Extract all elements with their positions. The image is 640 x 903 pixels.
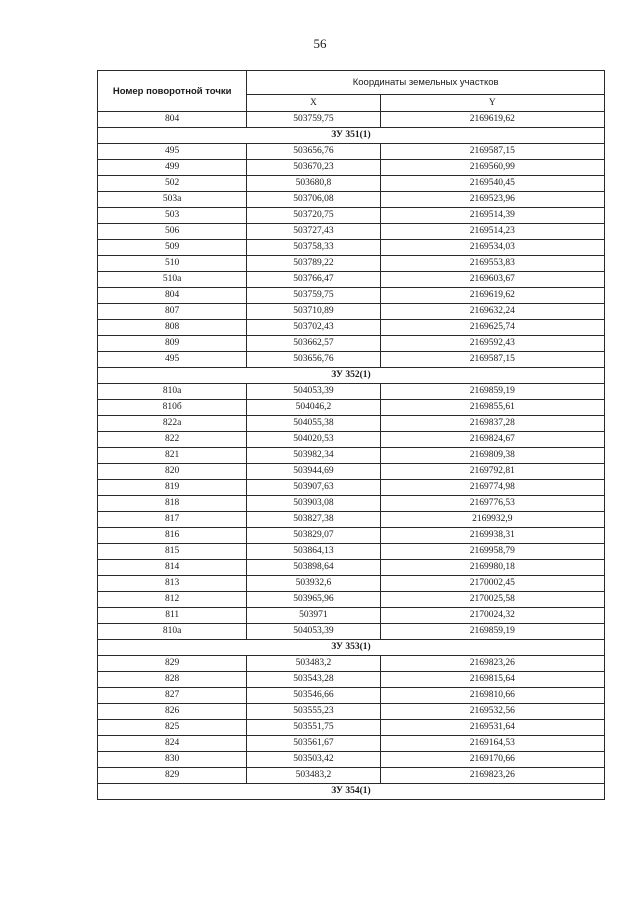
point-number-cell: 495 (98, 352, 247, 368)
x-coordinate-cell: 503827,38 (247, 512, 380, 528)
y-coordinate-cell: 2169774,98 (380, 480, 604, 496)
x-coordinate-cell: 503903,08 (247, 496, 380, 512)
x-coordinate-cell: 503483,2 (247, 768, 380, 784)
x-coordinate-cell: 504053,39 (247, 624, 380, 640)
section-label: ЗУ 354(1) (98, 784, 605, 800)
point-number-cell: 804 (98, 112, 247, 128)
table-row (98, 496, 605, 512)
x-coordinate-cell: 503766,47 (247, 272, 380, 288)
x-coordinate-cell: 503662,57 (247, 336, 380, 352)
x-coordinate-cell: 503706,08 (247, 192, 380, 208)
y-coordinate-cell: 2169164,53 (380, 736, 604, 752)
y-coordinate-cell: 2169815,64 (380, 672, 604, 688)
x-coordinate-cell: 503546,66 (247, 688, 380, 704)
table-row (98, 560, 605, 576)
point-number-cell: 825 (98, 720, 247, 736)
table-row (98, 528, 605, 544)
x-coordinate-cell: 504020,53 (247, 432, 380, 448)
point-number-cell: 809 (98, 336, 247, 352)
point-number-cell: 824 (98, 736, 247, 752)
table-row (98, 192, 605, 208)
x-coordinate-cell: 503758,33 (247, 240, 380, 256)
section-label: ЗУ 351(1) (98, 128, 605, 144)
table-row (98, 672, 605, 688)
table-row (98, 416, 605, 432)
table-row (98, 720, 605, 736)
y-coordinate-cell: 2169553,83 (380, 256, 604, 272)
y-coordinate-cell: 2169837,28 (380, 416, 604, 432)
point-number-cell: 810а (98, 384, 247, 400)
y-coordinate-cell: 2169532,56 (380, 704, 604, 720)
point-number-cell: 815 (98, 544, 247, 560)
x-coordinate-cell: 503727,43 (247, 224, 380, 240)
table-row (98, 592, 605, 608)
point-number-cell: 826 (98, 704, 247, 720)
point-number-cell: 506 (98, 224, 247, 240)
x-coordinate-cell: 503702,43 (247, 320, 380, 336)
page-number: 56 (313, 36, 327, 51)
table-row (98, 160, 605, 176)
section-row (98, 640, 605, 656)
table-row (98, 112, 605, 128)
x-coordinate-cell: 503680,8 (247, 176, 380, 192)
x-coordinate-cell: 503483,2 (247, 656, 380, 672)
section-row (98, 368, 605, 384)
x-coordinate-cell: 503971 (247, 608, 380, 624)
point-number-cell: 818 (98, 496, 247, 512)
y-coordinate-cell: 2169938,31 (380, 528, 604, 544)
y-column-header: Y (380, 95, 604, 112)
table-row (98, 512, 605, 528)
table-row (98, 176, 605, 192)
section-label: ЗУ 353(1) (98, 640, 605, 656)
table-row (98, 736, 605, 752)
section-row (98, 128, 605, 144)
point-number-cell: 808 (98, 320, 247, 336)
point-number-cell: 510а (98, 272, 247, 288)
point-number-cell: 814 (98, 560, 247, 576)
point-number-cell: 820 (98, 464, 247, 480)
x-coordinate-cell: 503759,75 (247, 112, 380, 128)
point-number-cell: 829 (98, 768, 247, 784)
table-row (98, 256, 605, 272)
x-coordinate-cell: 503503,42 (247, 752, 380, 768)
point-number-cell: 821 (98, 448, 247, 464)
x-coordinate-cell: 503551,75 (247, 720, 380, 736)
y-coordinate-cell: 2170002,45 (380, 576, 604, 592)
y-coordinate-cell: 2169603,67 (380, 272, 604, 288)
point-number-cell: 807 (98, 304, 247, 320)
point-number-cell: 495 (98, 144, 247, 160)
y-coordinate-cell: 2169170,66 (380, 752, 604, 768)
x-coordinate-cell: 504055,38 (247, 416, 380, 432)
x-coordinate-cell: 503561,67 (247, 736, 380, 752)
table-row (98, 576, 605, 592)
point-number-cell: 827 (98, 688, 247, 704)
x-coordinate-cell: 503710,89 (247, 304, 380, 320)
y-coordinate-cell: 2169958,79 (380, 544, 604, 560)
y-coordinate-cell: 2169823,26 (380, 656, 604, 672)
y-coordinate-cell: 2169823,26 (380, 768, 604, 784)
x-coordinate-cell: 503759,75 (247, 288, 380, 304)
point-number-cell: 502 (98, 176, 247, 192)
x-coordinate-cell: 503898,64 (247, 560, 380, 576)
x-coordinate-cell: 503944,69 (247, 464, 380, 480)
x-coordinate-cell: 503656,76 (247, 144, 380, 160)
y-coordinate-cell: 2170024,32 (380, 608, 604, 624)
y-coordinate-cell: 2169514,39 (380, 208, 604, 224)
y-coordinate-cell: 2169776,53 (380, 496, 604, 512)
table-row (98, 432, 605, 448)
x-coordinate-cell: 503932,6 (247, 576, 380, 592)
point-number-cell: 503 (98, 208, 247, 224)
point-number-cell: 804 (98, 288, 247, 304)
x-coordinate-cell: 503864,13 (247, 544, 380, 560)
table-row (98, 352, 605, 368)
table-row (98, 768, 605, 784)
point-number-cell: 816 (98, 528, 247, 544)
y-coordinate-cell: 2169514,23 (380, 224, 604, 240)
point-number-cell: 810б (98, 400, 247, 416)
point-number-cell: 812 (98, 592, 247, 608)
point-number-cell: 822а (98, 416, 247, 432)
table-row (98, 400, 605, 416)
y-coordinate-cell: 2169792,81 (380, 464, 604, 480)
y-coordinate-cell: 2169540,45 (380, 176, 604, 192)
table-row (98, 384, 605, 400)
table-row (98, 288, 605, 304)
x-coordinate-cell: 503965,96 (247, 592, 380, 608)
x-coordinate-cell: 503789,22 (247, 256, 380, 272)
table-body (98, 112, 605, 800)
y-coordinate-cell: 2169592,43 (380, 336, 604, 352)
x-coordinate-cell: 503555,23 (247, 704, 380, 720)
coordinates-table (97, 70, 605, 800)
table-row (98, 544, 605, 560)
y-coordinate-cell: 2169859,19 (380, 384, 604, 400)
y-coordinate-cell: 2169824,67 (380, 432, 604, 448)
y-coordinate-cell: 2169587,15 (380, 352, 604, 368)
y-coordinate-cell: 2169932,9 (380, 512, 604, 528)
y-coordinate-cell: 2169810,66 (380, 688, 604, 704)
table-row (98, 144, 605, 160)
table-row (98, 448, 605, 464)
y-coordinate-cell: 2169980,18 (380, 560, 604, 576)
table-row (98, 704, 605, 720)
table-row (98, 336, 605, 352)
table-row (98, 752, 605, 768)
x-coordinate-cell: 503720,75 (247, 208, 380, 224)
table-row (98, 608, 605, 624)
point-number-cell: 499 (98, 160, 247, 176)
x-coordinate-cell: 503656,76 (247, 352, 380, 368)
point-number-cell: 829 (98, 656, 247, 672)
point-number-cell: 828 (98, 672, 247, 688)
table-row (98, 304, 605, 320)
y-coordinate-cell: 2169619,62 (380, 288, 604, 304)
y-coordinate-cell: 2169809,38 (380, 448, 604, 464)
y-coordinate-cell: 2169855,61 (380, 400, 604, 416)
table-row (98, 320, 605, 336)
x-coordinate-cell: 503543,28 (247, 672, 380, 688)
y-coordinate-cell: 2169523,96 (380, 192, 604, 208)
section-label: ЗУ 352(1) (98, 368, 605, 384)
table-row (98, 656, 605, 672)
y-coordinate-cell: 2170025,58 (380, 592, 604, 608)
x-column-header: X (247, 95, 380, 112)
y-coordinate-cell: 2169619,62 (380, 112, 604, 128)
x-coordinate-cell: 503670,23 (247, 160, 380, 176)
x-coordinate-cell: 504053,39 (247, 384, 380, 400)
x-coordinate-cell: 504046,2 (247, 400, 380, 416)
y-coordinate-cell: 2169859,19 (380, 624, 604, 640)
x-coordinate-cell: 503907,63 (247, 480, 380, 496)
y-coordinate-cell: 2169531,64 (380, 720, 604, 736)
point-number-cell: 510 (98, 256, 247, 272)
table-row (98, 240, 605, 256)
point-number-cell: 810а (98, 624, 247, 640)
table-row (98, 464, 605, 480)
y-coordinate-cell: 2169632,24 (380, 304, 604, 320)
point-number-cell: 819 (98, 480, 247, 496)
point-number-cell: 830 (98, 752, 247, 768)
table-row (98, 624, 605, 640)
point-number-cell: 822 (98, 432, 247, 448)
y-coordinate-cell: 2169560,99 (380, 160, 604, 176)
point-number-cell: 813 (98, 576, 247, 592)
coordinates-group-header: Координаты земельных участков (247, 71, 605, 95)
table-row (98, 688, 605, 704)
y-coordinate-cell: 2169587,15 (380, 144, 604, 160)
table-row (98, 480, 605, 496)
section-row (98, 784, 605, 800)
table-row (98, 272, 605, 288)
x-coordinate-cell: 503829,07 (247, 528, 380, 544)
y-coordinate-cell: 2169625,74 (380, 320, 604, 336)
point-number-cell: 509 (98, 240, 247, 256)
point-number-cell: 817 (98, 512, 247, 528)
point-number-cell: 503а (98, 192, 247, 208)
table-row (98, 224, 605, 240)
point-number-header: Номер поворотной точки (98, 71, 247, 112)
point-number-cell: 811 (98, 608, 247, 624)
x-coordinate-cell: 503982,34 (247, 448, 380, 464)
table-row (98, 208, 605, 224)
y-coordinate-cell: 2169534,03 (380, 240, 604, 256)
